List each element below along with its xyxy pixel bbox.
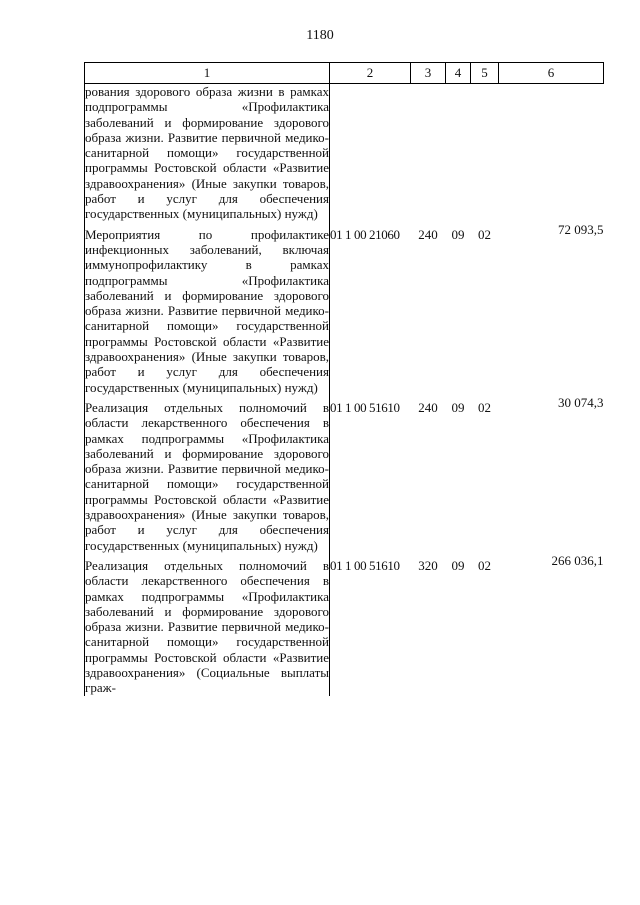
row-subsection (471, 84, 499, 222)
row-description: Мероприятия по профилактике инфекционных заболеваний, включая иммунопрофилактику в рамках подпрограммы «Профилактика заболеваний и формирование здорового образа жизни. Развитие первичной медико-санитарной помощи» государственной программы Ростовской области «Развитие здравоохранения» (Иные закупки товаров, работ и услуг для обеспечения государственных (муниципальных) нужд) (85, 222, 330, 395)
table-row (85, 395, 604, 553)
row-target-code: 01 1 00 21060 (330, 226, 400, 242)
row-section: 09 (451, 399, 465, 415)
row-section (446, 84, 471, 222)
row-expense-type: 320 (418, 557, 438, 573)
column-header-3: 3 (411, 63, 446, 84)
row-expense-type: 240 (418, 226, 438, 242)
row-target-code: 01 1 00 51610 (330, 557, 400, 573)
row-section: 09 (451, 226, 465, 242)
column-header-1: 1 (85, 63, 330, 84)
header-row (85, 63, 604, 84)
row-amount (499, 84, 604, 222)
table-row (85, 553, 604, 696)
row-section: 09 (451, 557, 465, 573)
table-header (85, 63, 604, 84)
column-header-6: 6 (499, 63, 604, 84)
row-amount: 30 074,3 (558, 394, 604, 410)
table-row (85, 222, 604, 395)
row-amount: 266 036,1 (551, 552, 604, 568)
column-header-5: 5 (471, 63, 499, 84)
column-header-2: 2 (330, 63, 411, 84)
page-number: 1180 (306, 28, 334, 43)
row-subsection: 02 (478, 399, 491, 415)
row-subsection: 02 (478, 557, 491, 573)
row-description: Реализация отдельных полномочий в области лекарственного обеспечения в рамках подпрограммы «Профилактика заболеваний и формирование здорового образа жизни. Развитие первичной медико-санитарной помощи» государственной программы Ростовской области «Развитие здравоохранения» (Иные закупки товаров, работ и услуг для обеспечения государственных (муниципальных) нужд) (85, 395, 330, 553)
column-header-4: 4 (446, 63, 471, 84)
row-description: рования здорового образа жизни в рамках подпрограммы «Профилактика заболеваний и формирование здорового образа жизни. Развитие первичной медико-санитарной помощи» государственной программы Ростовской области «Развитие здравоохранения» (Иные закупки товаров, работ и услуг для обеспечения государственных (муниципальных) нужд) (85, 84, 329, 222)
row-description: Реализация отдельных полномочий в области лекарственного обеспечения в рамках подпрограммы «Профилактика заболеваний и формирование здорового образа жизни. Развитие первичной медико-санитарной помощи» государственной программы Ростовской области «Развитие здравоохранения» (Социальные выплаты граж- (85, 553, 330, 696)
budget-table (84, 62, 604, 696)
row-target-code (330, 84, 411, 222)
table-body (85, 84, 604, 696)
row-expense-type: 240 (418, 399, 438, 415)
table-row (85, 84, 604, 222)
row-subsection: 02 (478, 226, 491, 242)
row-expense-type (411, 84, 446, 222)
row-amount: 72 093,5 (558, 221, 604, 237)
row-target-code: 01 1 00 51610 (330, 399, 400, 415)
